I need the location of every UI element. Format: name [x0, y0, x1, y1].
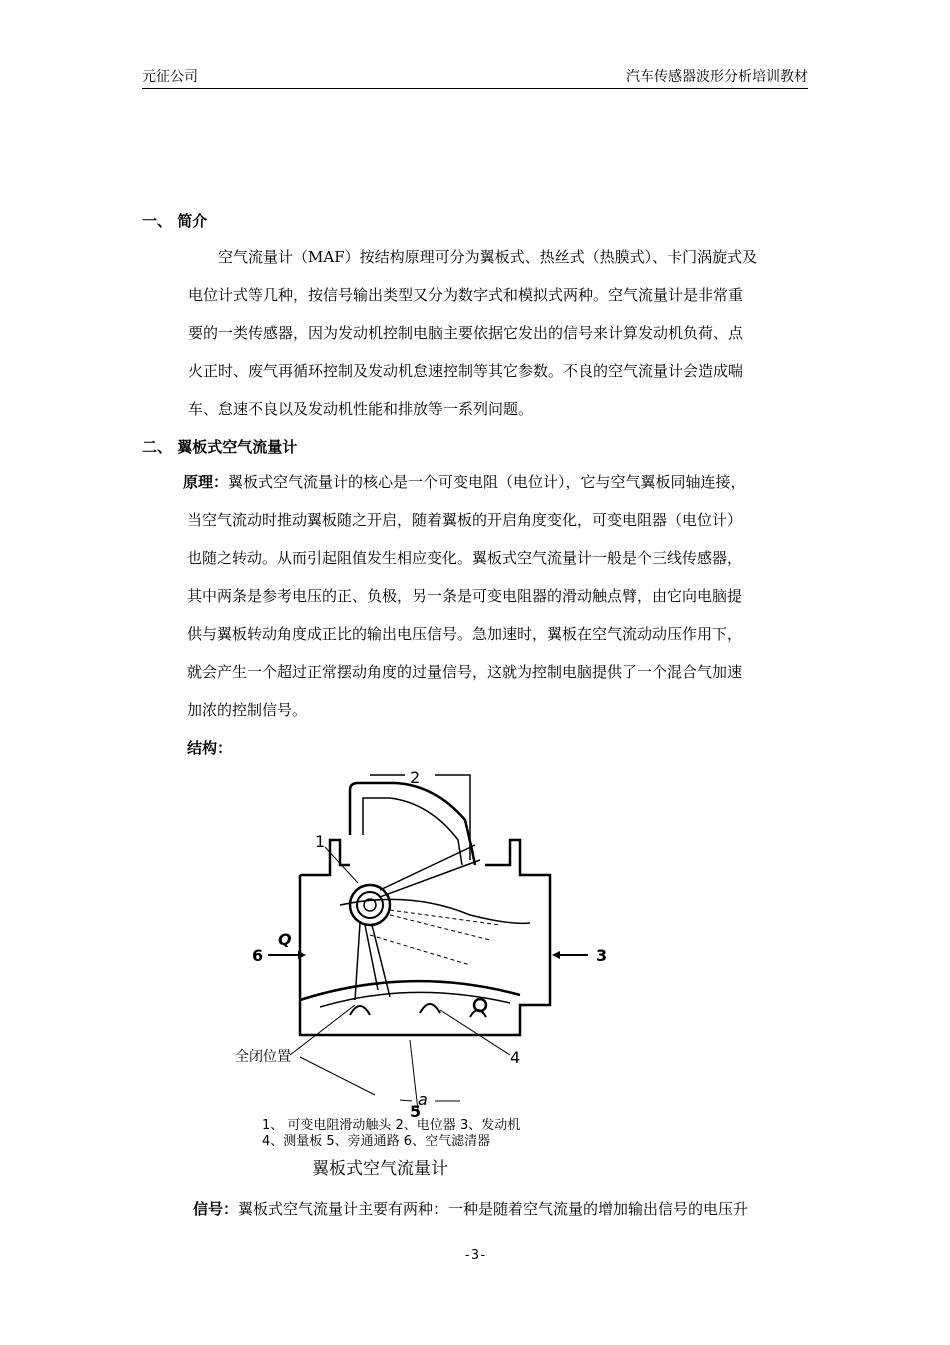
intro-line: 空气流量计（MAF）按结构原理可分为翼板式、热丝式（热膜式）、卡门涡旋式及 — [218, 248, 758, 266]
intro-line: 车、怠速不良以及发动机性能和排放等一系列问题。 — [188, 400, 534, 418]
label-alpha: a — [418, 1090, 428, 1109]
signal-text: 翼板式空气流量计主要有两种：一种是随着空气流量的增加输出信号的电压升 — [238, 1200, 749, 1218]
principle-label: 原理： — [183, 473, 229, 491]
header-company: 元征公司 — [142, 69, 198, 85]
section-heading-vane-maf: 二、 翼板式空气流量计 — [142, 438, 298, 456]
principle-paragraph — [183, 463, 746, 729]
structure-label: 结构： — [187, 739, 233, 757]
label-5: 5 — [410, 1102, 422, 1121]
intro-line: 电位计式等几种，按信号输出类型又分为数字式和模拟式两种。空气流量计是非常重 — [188, 286, 744, 304]
principle-first-text: 翼板式空气流量计的核心是一个可变电阻（电位计），它与空气翼板同轴连接， — [228, 473, 746, 491]
label-6: 6 — [252, 946, 264, 965]
figure-caption: 翼板式空气流量计 — [312, 1159, 448, 1179]
principle-line: 其中两条是参考电压的正、负极，另一条是可变电阻器的滑动触点臂，由它向电脑提 — [187, 587, 743, 605]
intro-line: 要的一类传感器，因为发动机控制电脑主要依据它发出的信号来计算发动机负荷、点 — [188, 324, 744, 342]
label-1: 1 — [315, 832, 326, 851]
signal-line — [193, 1190, 748, 1228]
page-number: -3- — [463, 1248, 487, 1263]
intro-paragraph — [142, 238, 757, 428]
header-divider — [142, 88, 808, 89]
label-closed-position: 全闭位置 — [235, 1049, 291, 1065]
section-heading-intro: 一、 简介 — [142, 212, 208, 230]
signal-paragraph — [193, 1190, 748, 1228]
principle-line: 加浓的控制信号。 — [187, 701, 308, 719]
figure-legend — [262, 1118, 520, 1150]
principle-line: 就会产生一个超过正常摆动角度的过量信号，这就为控制电脑提供了一个混合气加速 — [187, 663, 743, 681]
label-2: 2 — [410, 768, 421, 787]
principle-line — [183, 463, 746, 501]
principle-line: 供与翼板转动角度成正比的输出电压信号。急加速时，翼板在空气流动动压作用下， — [187, 625, 743, 643]
header-title: 汽车传感器波形分析培训教材 — [626, 69, 808, 85]
label-3: 3 — [596, 946, 608, 965]
principle-line: 也随之转动。从而引起阻值发生相应变化。翼板式空气流量计一般是个三线传感器， — [187, 549, 743, 567]
principle-line: 当空气流动时推动翼板随之开启，随着翼板的开启角度变化，可变电阻器（电位计） — [187, 511, 743, 529]
legend-line: 1、 可变电阻滑动触头 2、电位器 3、发动机 — [262, 1118, 521, 1133]
legend-line: 4、测量板 5、旁通通路 6、空气滤清器 — [262, 1134, 491, 1149]
signal-label: 信号： — [193, 1200, 239, 1218]
label-q: Q — [278, 930, 292, 949]
intro-line: 火正时、废气再循环控制及发动机怠速控制等其它参数。不良的空气流量计会造成喘 — [188, 362, 744, 380]
label-4: 4 — [510, 1048, 521, 1067]
